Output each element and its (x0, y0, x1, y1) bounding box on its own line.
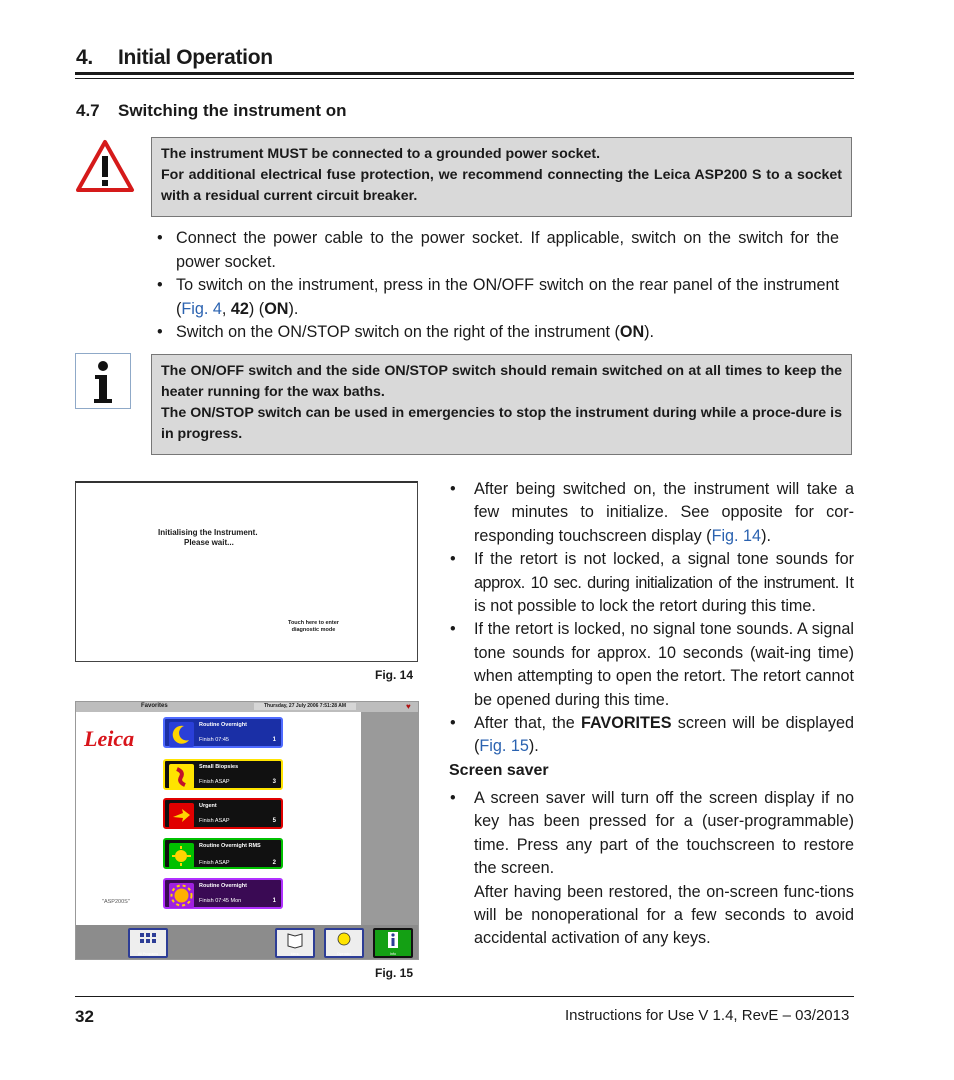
warning-triangle-icon (75, 139, 135, 193)
info-icon (75, 353, 131, 409)
section-heading (76, 101, 347, 121)
program-button[interactable]: Urgent Finish ASAP 5 (163, 798, 283, 829)
diagnostic-hint[interactable]: Touch here to enter diagnostic mode (288, 620, 339, 633)
date-display: Thursday, 27 July 2006 7:51:28 AM (254, 703, 356, 710)
operator-icon (326, 930, 362, 950)
fig-14-link[interactable]: Fig. 14 (711, 526, 762, 545)
screen-saver-heading: Screen saver (449, 761, 549, 779)
fig-14-caption: Fig. 14 (375, 668, 414, 682)
urgent-icon (169, 803, 194, 828)
header-rule-thin (75, 78, 854, 79)
info-line-1: The ON/OFF switch and the side ON/STOP switch should remain switched on at all times to keep the heater running for the wax baths. (161, 363, 842, 400)
fig-15-link[interactable]: Fig. 15 (479, 737, 529, 756)
chapter-heading (76, 46, 273, 70)
footer-rule (75, 996, 854, 997)
chapter-number: 4. (76, 46, 93, 69)
heart-icon: ♥ (406, 702, 411, 711)
list-item: • To switch on the instrument, press in the ON/OFF switch on the rear panel of the instrument (Fig. 4, 42) (ON). (152, 274, 839, 321)
header-rule-thick (75, 72, 854, 75)
info-box (151, 354, 852, 455)
screen-saver-list (449, 787, 854, 951)
right-column (449, 478, 854, 951)
all-programs-button[interactable]: All Programs (128, 928, 168, 958)
list-item: • Connect the power cable to the power socket. If applicable, switch on the switch for the power socket. (152, 227, 839, 274)
book-icon (277, 930, 313, 950)
program-button[interactable]: Small Biopsies Finish ASAP 3 (163, 759, 283, 790)
list-item: • If the retort is locked, no signal tone sounds. A signal tone sounds for approx. 10 seconds (wait-ing time) when attempting to open the retort. The retort cannot be opened during this time. (449, 618, 854, 712)
model-label: "ASP200S" (102, 899, 130, 905)
info-line-2: The ON/STOP switch can be used in emergencies to stop the instrument during while a proce-dure is in progress. (161, 405, 842, 442)
fig-4-link[interactable]: Fig. 4 (181, 299, 222, 318)
list-item: • If the retort is not locked, a signal tone sounds for approx. 10 sec. during initialization of the instrument. It is not possible to lock the retort during this time. (449, 548, 854, 618)
init-message: Initialising the Instrument. Please wait... (158, 528, 258, 547)
moon-icon (169, 722, 194, 747)
info-i-icon (375, 930, 411, 950)
biopsy-icon (169, 764, 194, 789)
sun-icon (169, 883, 194, 908)
chapter-title: Initial Operation (118, 46, 273, 69)
steps-list (152, 227, 839, 345)
grid-icon (130, 930, 166, 950)
program-button[interactable]: Routine Overnight Finish 07:45 Mon 1 (163, 878, 283, 909)
list-item: • Switch on the ON/STOP switch on the right of the instrument (ON). (152, 321, 839, 345)
init-screen[interactable] (75, 481, 418, 662)
warning-line-2: For additional electrical fuse protection, we recommend connecting the Leica ASP200 S to a socket with a residual current circuit breaker. (161, 167, 842, 204)
footer-doc-info: Instructions for Use V 1.4, RevE – 03/2013 (565, 1007, 850, 1024)
section-title: Switching the instrument on (118, 101, 347, 120)
bottom-bar (76, 925, 418, 960)
list-item: • A screen saver will turn off the screen display if no key has been pressed for a (user-programmable) time. Press any part of the touchscreen to restore the screen. After having been restored, the on-screen func-tions will be nonoperational for a few seconds to avoid accidental activation of any keys. (449, 787, 854, 951)
startup-list (449, 478, 854, 759)
list-item: • After that, the FAVORITES screen will be displayed (Fig. 15). (449, 712, 854, 759)
info-button[interactable]: Info (373, 928, 413, 958)
warning-box (151, 137, 852, 217)
favorites-screen (75, 701, 419, 960)
list-item: • After being switched on, the instrument will take a few minutes to initialize. See opposite for cor-responding touchscreen display (Fig. 14). (449, 478, 854, 548)
page-number: 32 (75, 1007, 94, 1026)
favorites-header (76, 702, 418, 712)
favorites-title: Favorites (141, 703, 168, 709)
menu-button[interactable]: Menu (275, 928, 315, 958)
section-number: 4.7 (76, 101, 100, 120)
fig-15-caption: Fig. 15 (375, 966, 414, 980)
leica-logo: Leica (84, 726, 135, 751)
operator-button[interactable]: Operator (324, 928, 364, 958)
program-button[interactable]: Routine Overnight RMS Finish ASAP 2 (163, 838, 283, 869)
sun-moon-icon (169, 843, 194, 868)
program-button[interactable]: Routine Overnight Finish 07:45 1 (163, 717, 283, 748)
warning-line-1: The instrument MUST be connected to a grounded power socket. (161, 146, 601, 162)
right-panel (361, 712, 418, 925)
